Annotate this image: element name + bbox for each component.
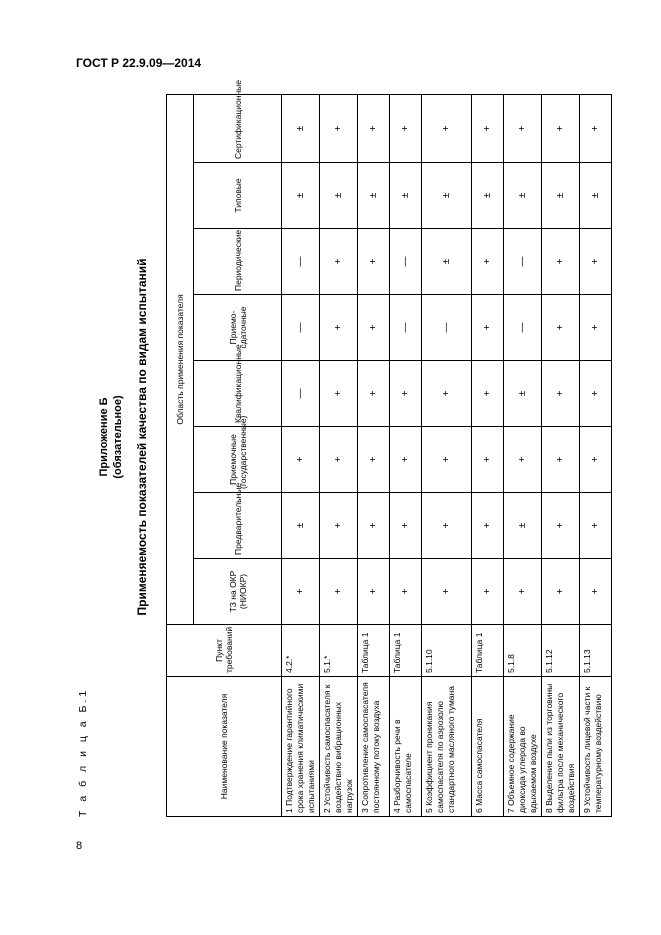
table-row	[390, 94, 422, 816]
cell-mark: ±	[542, 163, 580, 229]
cell-name: 4 Разборчивость речи в самоспасателе	[390, 677, 422, 817]
cell-mark: ±	[504, 493, 542, 559]
cell-mark: +	[580, 427, 612, 493]
cell-mark: +	[358, 493, 390, 559]
column-header-clause: Пункт требований	[167, 625, 282, 677]
cell-mark: +	[422, 493, 472, 559]
cell-mark: —	[282, 295, 320, 361]
cell-mark: +	[320, 94, 358, 162]
table-row	[358, 94, 390, 816]
cell-mark: ±	[472, 163, 504, 229]
cell-name: 5 Коэффициент проникания самоспасателя по аэрозолю стандартного масляного тумана	[422, 677, 472, 817]
cell-mark: +	[542, 295, 580, 361]
cell-mark: +	[472, 94, 504, 162]
cell-clause: 4.2.*	[282, 625, 320, 677]
cell-mark: +	[358, 559, 390, 625]
column-header-sub: ТЗ на ОКР (НИОКР)	[194, 559, 282, 625]
cell-mark: ±	[390, 163, 422, 229]
cell-mark: +	[358, 361, 390, 427]
cell-clause: 5.1.12	[542, 625, 580, 677]
cell-mark: ±	[422, 163, 472, 229]
cell-mark: +	[422, 559, 472, 625]
cell-mark: +	[542, 229, 580, 295]
cell-clause: 5.1.13	[580, 625, 612, 677]
appendix-status: (обязательное)	[112, 395, 124, 479]
cell-mark: +	[542, 427, 580, 493]
cell-mark: +	[358, 229, 390, 295]
cell-mark: —	[504, 229, 542, 295]
cell-clause: Таблица 1	[358, 625, 390, 677]
cell-mark: +	[472, 229, 504, 295]
cell-mark: +	[422, 427, 472, 493]
column-header-area: Область применения показателя	[167, 94, 194, 624]
cell-mark: ±	[282, 94, 320, 162]
column-header-sub: Предварительные	[194, 493, 282, 559]
cell-mark: +	[358, 295, 390, 361]
table-row	[422, 94, 472, 816]
cell-mark: +	[320, 559, 358, 625]
cell-name: 3 Сопротивление самоспасателя постоянному потоку воздуха	[358, 677, 390, 817]
cell-mark: ±	[282, 493, 320, 559]
cell-mark: +	[580, 493, 612, 559]
table-row	[580, 94, 612, 816]
cell-mark: +	[390, 427, 422, 493]
cell-mark: —	[282, 361, 320, 427]
cell-mark: +	[580, 229, 612, 295]
cell-mark: +	[390, 559, 422, 625]
cell-mark: ±	[504, 163, 542, 229]
cell-mark: +	[320, 361, 358, 427]
column-header-sub: Сертификационные	[194, 94, 282, 162]
cell-mark: +	[472, 361, 504, 427]
cell-mark: +	[472, 493, 504, 559]
cell-name: 6 Масса самоспасателя	[472, 677, 504, 817]
cell-clause: 5.1.*	[320, 625, 358, 677]
table-caption: Т а б л и ц а Б.1	[77, 687, 89, 817]
cell-mark: +	[390, 94, 422, 162]
cell-mark: +	[542, 559, 580, 625]
cell-mark: +	[542, 361, 580, 427]
cell-name: 9 Устойчивость лицевой части к температурному воздействию	[580, 677, 612, 817]
cell-mark: ±	[358, 163, 390, 229]
cell-name: 2 Устойчивость самоспасателя к воздействию вибрационных нагрузок	[320, 677, 358, 817]
page-number: 8	[76, 840, 83, 852]
table-row	[504, 94, 542, 816]
cell-mark: +	[320, 229, 358, 295]
cell-mark: +	[358, 427, 390, 493]
cell-clause: Таблица 1	[390, 625, 422, 677]
document-title: Применяемость показателей качества по видам испытаний	[135, 258, 149, 616]
cell-mark: +	[542, 493, 580, 559]
column-header-sub: Приемочные (государственные)	[194, 427, 282, 493]
applicability-table	[166, 80, 612, 817]
rotated-table-area	[69, 57, 603, 817]
cell-clause: 5.1.8	[504, 625, 542, 677]
cell-mark: ±	[504, 361, 542, 427]
document-header: ГОСТ Р 22.9.09—2014	[76, 56, 202, 70]
cell-mark: +	[472, 559, 504, 625]
cell-mark: +	[580, 559, 612, 625]
cell-mark: —	[504, 295, 542, 361]
cell-mark: +	[422, 94, 472, 162]
column-header-sub: Квалификационные	[194, 361, 282, 427]
appendix-title: Приложение Б	[98, 397, 110, 477]
cell-mark: ±	[422, 229, 472, 295]
cell-mark: +	[580, 361, 612, 427]
cell-mark: —	[390, 229, 422, 295]
column-header-name: Наименование показателя	[167, 677, 282, 817]
cell-clause: 5.1.10	[422, 625, 472, 677]
cell-mark: +	[580, 94, 612, 162]
cell-mark: ±	[320, 163, 358, 229]
cell-mark: +	[320, 493, 358, 559]
cell-mark: +	[542, 94, 580, 162]
cell-name: 8 Выделение пыли из торговины фильтра после механического воздействия	[542, 677, 580, 817]
cell-mark: +	[390, 361, 422, 427]
column-header-sub: Периодические	[194, 229, 282, 295]
cell-clause: Таблица 1	[472, 625, 504, 677]
column-header-sub: Типовые	[194, 163, 282, 229]
cell-name: 7 Объемное содержание диоксида углерода во вдыхаемом воздухе	[504, 677, 542, 817]
cell-mark: +	[320, 427, 358, 493]
table-row	[472, 94, 504, 816]
cell-mark: —	[390, 295, 422, 361]
cell-mark: +	[390, 493, 422, 559]
cell-mark: +	[358, 94, 390, 162]
cell-mark: +	[282, 427, 320, 493]
cell-name: 1 Подтверждение гарантийного срока хранения климатическими испытаниями	[282, 677, 320, 817]
cell-mark: ±	[282, 163, 320, 229]
cell-mark: +	[422, 361, 472, 427]
cell-mark: ±	[580, 163, 612, 229]
cell-mark: +	[504, 559, 542, 625]
cell-mark: —	[422, 295, 472, 361]
cell-mark: +	[504, 94, 542, 162]
cell-mark: —	[282, 229, 320, 295]
table-row	[542, 94, 580, 816]
cell-mark: +	[472, 427, 504, 493]
column-header-sub: Приемо-сдаточные	[194, 295, 282, 361]
cell-mark: +	[282, 559, 320, 625]
cell-mark: +	[320, 295, 358, 361]
table-row	[282, 94, 320, 816]
cell-mark: +	[580, 295, 612, 361]
table-row	[320, 94, 358, 816]
cell-mark: +	[504, 427, 542, 493]
cell-mark: +	[472, 295, 504, 361]
